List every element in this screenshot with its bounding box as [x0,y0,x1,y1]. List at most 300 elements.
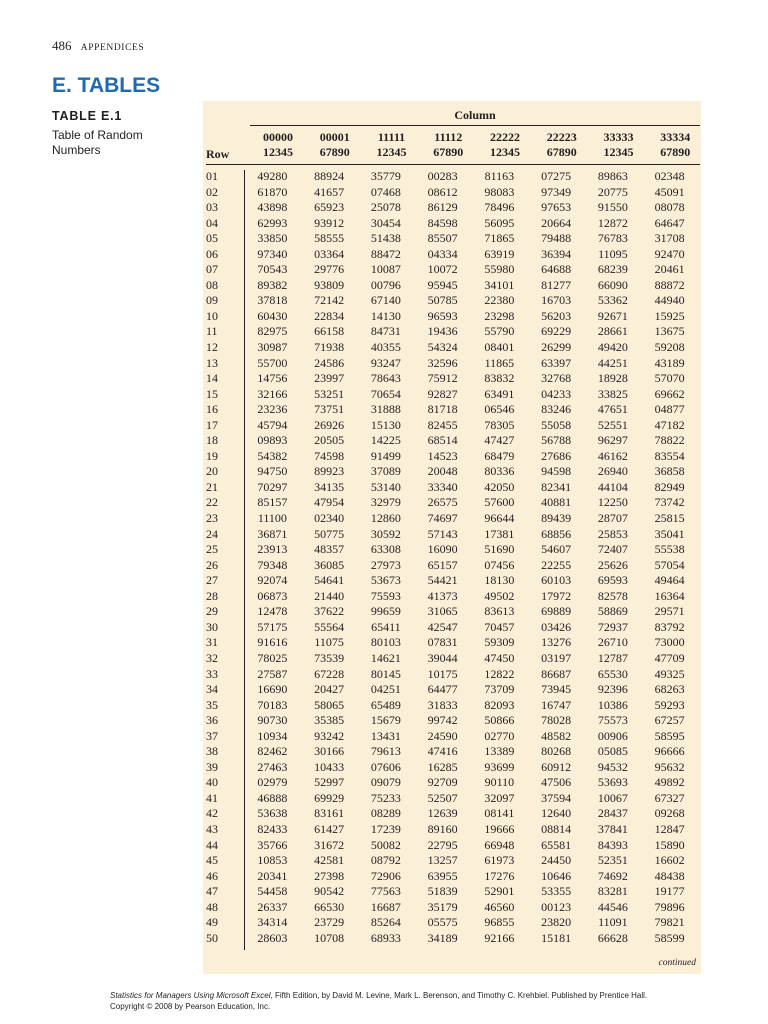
table-cell: 89382 [257,277,288,292]
table-cell: 10934 [257,728,288,743]
table-cell: 08792 [370,853,401,868]
table-cell: 58555 [314,231,345,246]
table-cell: 47182 [654,417,685,432]
table-cell: 47709 [654,650,685,665]
table-cell: 78025 [257,650,288,665]
table-row [206,402,700,418]
table-cell: 19177 [654,884,685,899]
column-header [591,130,647,160]
table-cell: 08078 [654,200,685,215]
table-cell: 15679 [370,713,401,728]
table-row [206,806,700,822]
section-title: E. TABLES [52,74,161,97]
table-cell: 91550 [597,200,628,215]
table-cell: 34189 [427,930,458,945]
table-cell: 44251 [597,355,628,370]
table-cell: 11095 [598,246,628,261]
row-number: 43 [206,821,218,836]
column-title-rule [250,125,700,126]
table-cell: 97349 [541,184,572,199]
table-cell: 52351 [597,853,628,868]
table-cell: 65581 [541,837,572,852]
page-number: 486 [52,38,72,53]
table-cell: 13257 [427,853,458,868]
table-cell: 50866 [484,713,515,728]
table-cell: 65489 [370,697,401,712]
table-cell: 53673 [370,573,401,588]
table-cell: 49502 [484,588,515,603]
table-row [206,464,700,480]
table-row [206,651,700,667]
table-cell: 26926 [314,417,345,432]
column-header [477,130,533,160]
table-cell: 68856 [541,526,572,541]
table-cell: 53362 [597,293,628,308]
table-cell: 24590 [427,728,458,743]
table-cell: 26710 [597,635,628,650]
table-cell: 68239 [597,262,628,277]
table-cell: 78643 [370,371,401,386]
table-cell: 12250 [597,495,628,510]
table-cell: 25815 [654,511,685,526]
table-cell: 35766 [257,837,288,852]
table-cell: 15181 [541,930,572,945]
table-cell: 56788 [541,433,572,448]
table-cell: 39044 [427,650,458,665]
table-cell: 30987 [257,340,288,355]
table-cell: 23298 [484,308,515,323]
running-section-title: APPENDICES [80,43,145,53]
table-cell: 30454 [370,215,401,230]
table-cell: 33340 [427,479,458,494]
table-cell: 36858 [654,464,685,479]
table-cell: 37818 [257,293,288,308]
table-cell: 59208 [654,340,685,355]
table-cell: 57600 [484,495,515,510]
table-cell: 79896 [654,899,685,914]
table-cell: 05085 [597,744,628,759]
table-row [206,838,700,854]
table-cell: 46162 [597,448,628,463]
table-cell: 56203 [541,308,572,323]
table-cell: 94750 [257,464,288,479]
table-cell: 48438 [654,868,685,883]
table-row [206,760,700,776]
table-cell: 82462 [257,744,288,759]
table-cell: 27398 [314,868,345,883]
column-header-line: 12345 [490,145,520,159]
table-cell: 25853 [597,526,628,541]
table-cell: 27973 [370,557,401,572]
table-cell: 84598 [427,215,458,230]
table-row [206,433,700,449]
table-cell: 62993 [257,215,288,230]
row-number: 10 [206,308,218,323]
table-cell: 21440 [314,588,345,603]
table-cell: 94598 [541,464,572,479]
table-row [206,169,700,185]
table-cell: 53638 [257,806,288,821]
table-cell: 68933 [370,930,401,945]
table-row [206,231,700,247]
table-cell: 55790 [484,324,515,339]
table-cell: 89923 [314,464,345,479]
table-cell: 44546 [597,899,628,914]
table-cell: 54324 [427,340,458,355]
row-number: 04 [206,215,218,230]
table-cell: 09079 [370,775,401,790]
row-number: 41 [206,790,218,805]
table-cell: 04877 [654,402,685,417]
header-rule [206,164,700,165]
table-cell: 82433 [257,821,288,836]
table-cell: 54458 [257,884,288,899]
column-header-line: 11112 [434,130,463,144]
table-cell: 70297 [257,479,288,494]
table-cell: 63397 [541,355,572,370]
table-cell: 67228 [314,666,345,681]
table-cell: 89439 [541,511,572,526]
row-number: 30 [206,619,218,634]
table-cell: 11075 [314,635,344,650]
table-cell: 65530 [597,666,628,681]
table-cell: 07275 [541,169,572,183]
table-cell: 96644 [484,511,515,526]
table-cell: 82455 [427,417,458,432]
table-cell: 49280 [257,169,288,183]
table-row [206,542,700,558]
table-cell: 20427 [314,682,345,697]
table-cell: 84393 [597,837,628,852]
table-cell: 71865 [484,231,515,246]
table-cell: 11100 [257,511,287,526]
table-cell: 96593 [427,308,458,323]
table-cell: 54421 [427,573,458,588]
table-cell: 81718 [427,402,458,417]
table-cell: 53251 [314,386,345,401]
table-cell: 65923 [314,200,345,215]
table-cell: 51690 [484,542,515,557]
table-cell: 78028 [541,713,572,728]
table-cell: 59293 [654,697,685,712]
table-cell: 06546 [484,402,515,417]
table-row [206,495,700,511]
row-number: 17 [206,417,218,432]
table-cell: 72937 [597,619,628,634]
table-cell: 78305 [484,417,515,432]
table-cell: 52997 [314,775,345,790]
table-cell: 36871 [257,526,288,541]
table-row [206,900,700,916]
table-cell: 22795 [427,837,458,852]
table-cell: 79613 [370,744,401,759]
table-cell: 10433 [314,759,345,774]
table-cell: 65411 [371,619,401,634]
table-cell: 28603 [257,930,288,945]
table-cell: 49325 [654,666,685,681]
table-cell: 08814 [541,821,572,836]
table-cell: 31708 [654,231,685,246]
table-cell: 13675 [654,324,685,339]
table-cell: 13431 [370,728,401,743]
row-number: 50 [206,930,218,945]
table-cell: 08612 [427,184,458,199]
table-cell: 55980 [484,262,515,277]
row-number: 47 [206,884,218,899]
table-cell: 12640 [541,806,572,821]
table-cell: 14130 [370,308,401,323]
table-cell: 02770 [484,728,515,743]
row-number: 38 [206,744,218,759]
table-cell: 12860 [370,511,401,526]
table-cell: 82975 [257,324,288,339]
table-cell: 93699 [484,759,515,774]
table-cell: 32596 [427,355,458,370]
table-cell: 92827 [427,386,458,401]
table-row [206,480,700,496]
table-cell: 17381 [484,526,515,541]
footer-credit-rest: , Fifth Edition, by David M. Levine, Mark L. Berenson, and Timothy C. Krehbiel. Published by Prentice Hall. [270,991,648,1000]
table-cell: 35041 [654,526,685,541]
table-cell: 24450 [541,853,572,868]
table-cell: 85157 [257,495,288,510]
table-cell: 70543 [257,262,288,277]
table-cell: 88924 [314,169,345,183]
table-cell: 96297 [597,433,628,448]
table-cell: 26940 [597,464,628,479]
row-number: 22 [206,495,218,510]
table-row [206,589,700,605]
table-cell: 31672 [314,837,345,852]
row-number: 18 [206,433,218,448]
table-cell: 67140 [370,293,401,308]
table-row [206,247,700,263]
table-cell: 60430 [257,308,288,323]
table-cell: 23913 [257,542,288,557]
table-cell: 16285 [427,759,458,774]
table-cell: 91616 [257,635,288,650]
table-row [206,884,700,900]
table-cell: 16687 [370,899,401,914]
table-cell: 55058 [541,417,572,432]
table-cell: 41657 [314,184,345,199]
table-cell: 03426 [541,619,572,634]
table-cell: 83832 [484,371,515,386]
table-cell: 45091 [654,184,685,199]
table-cell: 58595 [654,728,685,743]
table-row [206,527,700,543]
table-cell: 92166 [484,930,515,945]
table-cell: 57175 [257,619,288,634]
table-cell: 66090 [597,277,628,292]
table-cell: 32979 [370,495,401,510]
table-cell: 37594 [541,790,572,805]
table-cell: 33825 [597,386,628,401]
row-number: 21 [206,479,218,494]
table-cell: 64688 [541,262,572,277]
table-cell: 15130 [370,417,401,432]
table-cell: 54607 [541,542,572,557]
table-cell: 75593 [370,588,401,603]
table-cell: 49892 [654,775,685,790]
table-cell: 08401 [484,340,515,355]
table-cell: 71938 [314,340,345,355]
table-cell: 64647 [654,215,685,230]
table-row [206,449,700,465]
table-cell: 17276 [484,868,515,883]
table-row [206,744,700,760]
table-cell: 43189 [654,355,685,370]
row-number: 28 [206,588,218,603]
table-cell: 79348 [257,557,288,572]
column-header [307,130,363,160]
table-cell: 68514 [427,433,458,448]
table-cell: 89863 [597,169,628,183]
table-cell: 70183 [257,697,288,712]
table-cell: 54382 [257,448,288,463]
table-cell: 12847 [654,821,685,836]
table-cell: 88872 [654,277,685,292]
table-row [206,418,700,434]
table-cell: 16747 [541,697,572,712]
table-cell: 56095 [484,215,515,230]
footer-book-title: Statistics for Managers Using Microsoft Excel [110,991,271,1000]
table-cell: 20341 [257,868,288,883]
table-cell: 20505 [314,433,345,448]
column-header-line: 12345 [376,145,407,159]
table-cell: 42547 [427,619,458,634]
table-row [206,915,700,931]
table-cell: 99742 [427,713,458,728]
table-row [206,698,700,714]
footer-copyright: Copyright © 2008 by Pearson Education, Inc. [110,1001,271,1011]
table-row [206,931,700,947]
column-header-line: 22222 [490,130,520,144]
table-row [206,356,700,372]
table-cell: 08289 [370,806,401,821]
table-row [206,667,700,683]
table-cell: 64477 [427,682,458,697]
table-cell: 95632 [654,759,685,774]
column-header-line: 22223 [546,130,577,144]
table-cell: 10386 [597,697,628,712]
table-cell: 07831 [427,635,458,650]
table-cell: 99659 [370,604,401,619]
table-cell: 83161 [314,806,345,821]
table-cell: 51438 [370,231,401,246]
table-cell: 73742 [654,495,685,510]
column-header-line: 33334 [660,130,691,144]
table-cell: 03364 [314,246,345,261]
continued-note: continued [658,958,696,968]
column-header-line: 67890 [660,145,691,159]
table-cell: 14621 [370,650,401,665]
table-cell: 61427 [314,821,345,836]
table-cell: 16703 [541,293,572,308]
table-cell: 32097 [484,790,515,805]
table-cell: 29571 [654,604,685,619]
table-cell: 04233 [541,386,572,401]
table-cell: 10175 [427,666,458,681]
table-cell: 67327 [654,790,685,805]
column-header-line: 11111 [377,130,406,144]
table-cell: 22380 [484,293,515,308]
table-cell: 31065 [427,604,458,619]
table-cell: 53355 [541,884,572,899]
table-cell: 43898 [257,200,288,215]
row-number: 33 [206,666,218,681]
table-cell: 10708 [314,930,345,945]
table-cell: 83792 [654,619,685,634]
column-header-line: 67890 [319,145,350,159]
table-cell: 47506 [541,775,572,790]
table-cell: 12787 [597,650,628,665]
table-cell: 48357 [314,542,345,557]
row-number: 49 [206,915,218,930]
table-row [206,729,700,745]
table-cell: 18130 [484,573,515,588]
table-cell: 82341 [541,479,572,494]
page-footer [110,991,730,1012]
table-cell: 40881 [541,495,572,510]
table-cell: 14225 [370,433,401,448]
table-cell: 51839 [427,884,458,899]
table-row [206,853,700,869]
table-row [206,604,700,620]
table-row [206,293,700,309]
table-cell: 90730 [257,713,288,728]
table-cell: 93912 [314,215,345,230]
table-cell: 48582 [541,728,572,743]
table-cell: 30592 [370,526,401,541]
row-number: 35 [206,697,218,712]
table-cell: 06873 [257,588,288,603]
table-cell: 45794 [257,417,288,432]
table-cell: 20664 [541,215,572,230]
column-header-line: 00000 [263,130,293,144]
table-cell: 68479 [484,448,515,463]
column-header [364,130,420,160]
table-cell: 60103 [541,573,572,588]
table-cell: 08141 [484,806,515,821]
table-cell: 35779 [370,169,401,183]
table-cell: 47427 [484,433,515,448]
table-cell: 52551 [597,417,628,432]
table-cell: 00796 [370,277,401,292]
table-cell: 93242 [314,728,345,743]
table-cell: 49420 [597,340,628,355]
row-number: 19 [206,448,218,463]
table-cell: 12639 [427,806,458,821]
column-header-line: 67890 [546,145,577,159]
table-cell: 70457 [484,619,515,634]
table-cell: 52507 [427,790,458,805]
table-cell: 72407 [597,542,628,557]
table-cell: 47416 [427,744,458,759]
table-cell: 89160 [427,821,458,836]
table-row [206,185,700,201]
table-cell: 04334 [427,246,458,261]
table-cell: 25078 [370,200,401,215]
table-cell: 88472 [370,246,401,261]
column-header-line: 67890 [433,145,464,159]
table-cell: 73945 [541,682,572,697]
table-cell: 55564 [314,619,345,634]
row-number: 26 [206,557,218,572]
table-cell: 95945 [427,277,458,292]
column-header [647,130,703,160]
table-cell: 27463 [257,759,288,774]
